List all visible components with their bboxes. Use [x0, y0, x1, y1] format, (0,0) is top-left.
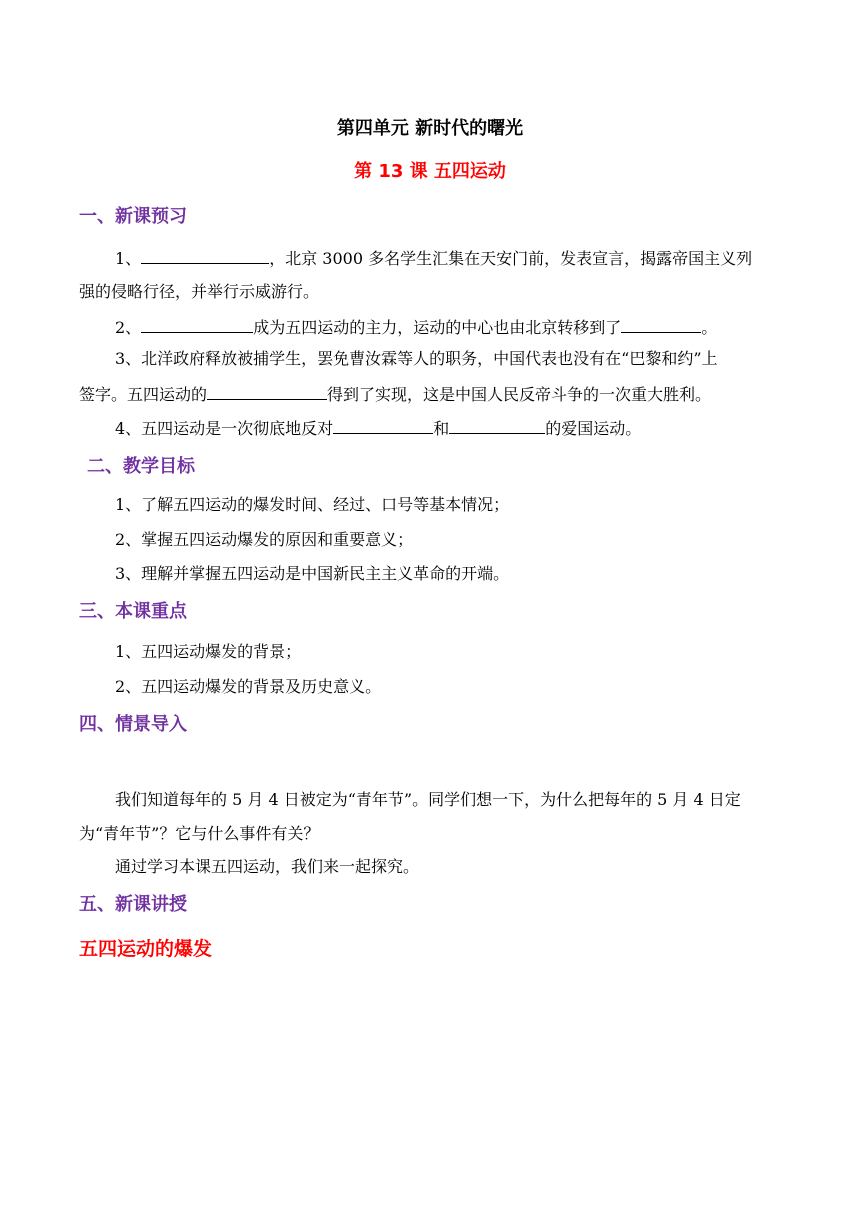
list-item: 2、掌握五四运动爆发的原因和重要意义； — [115, 530, 414, 549]
question-1 — [115, 247, 752, 269]
section-heading-new-lesson: 五、新课讲授 — [79, 894, 187, 915]
intro-paragraph-2: 通过学习本课五四运动，我们来一起探究。 — [115, 857, 420, 876]
list-item: 2、五四运动爆发的背景及历史意义。 — [115, 677, 382, 696]
intro-paragraph-line-2: 为“青年节”？它与什么事件有关？ — [79, 824, 320, 843]
question-2-number: 2、 — [115, 318, 142, 337]
list-item: 3、理解并掌握五四运动是中国新民主主义革命的开端。 — [115, 564, 510, 583]
question-4 — [115, 417, 641, 439]
list-item: 1、五四运动爆发的背景； — [115, 642, 302, 661]
section-heading-objectives: 二、教学目标 — [87, 456, 195, 477]
lesson-title: 第 13 课 五四运动 — [354, 161, 506, 182]
question-3-continued — [79, 383, 711, 405]
question-4-pre: 4、五四运动是一次彻底地反对 — [115, 419, 334, 438]
question-3-pre: 签字。五四运动的 — [79, 385, 208, 404]
intro-paragraph-line-1: 我们知道每年的 5 月 4 日被定为“青年节”。同学们想一下，为什么把每年的 5 月 4 日定 — [115, 790, 741, 809]
question-4-post: 的爱国运动。 — [545, 419, 642, 438]
fill-blank[interactable] — [333, 417, 433, 434]
subsection-heading: 五四运动的爆发 — [79, 938, 213, 960]
question-3-post: 得到了实现，这是中国人民反帝斗争的一次重大胜利。 — [327, 385, 712, 404]
question-1-number: 1、 — [115, 249, 142, 268]
question-3: 3、北洋政府释放被捕学生，罢免曹汝霖等人的职务，中国代表也没有在“巴黎和约”上 — [115, 349, 718, 368]
question-2-end: 。 — [701, 318, 718, 337]
fill-blank[interactable] — [141, 247, 269, 264]
fill-blank[interactable] — [621, 316, 701, 333]
section-heading-key-points: 三、本课重点 — [79, 601, 187, 622]
section-heading-introduction: 四、情景导入 — [79, 714, 187, 735]
section-heading-preview: 一、新课预习 — [79, 206, 187, 227]
fill-blank[interactable] — [141, 316, 253, 333]
question-2-text: 成为五四运动的主力，运动的中心也由北京转移到了 — [253, 318, 622, 337]
question-1-continued: 强的侵略行径，并举行示威游行。 — [79, 282, 320, 301]
fill-blank[interactable] — [449, 417, 545, 434]
unit-title: 第四单元 新时代的曙光 — [336, 118, 524, 139]
question-2 — [115, 316, 717, 338]
list-item: 1、了解五四运动的爆发时间、经过、口号等基本情况； — [115, 495, 510, 514]
fill-blank[interactable] — [207, 383, 327, 400]
question-4-mid: 和 — [433, 419, 450, 438]
question-1-text: ，北京 3000 多名学生汇集在天安门前，发表宣言，揭露帝国主义列 — [269, 249, 753, 268]
